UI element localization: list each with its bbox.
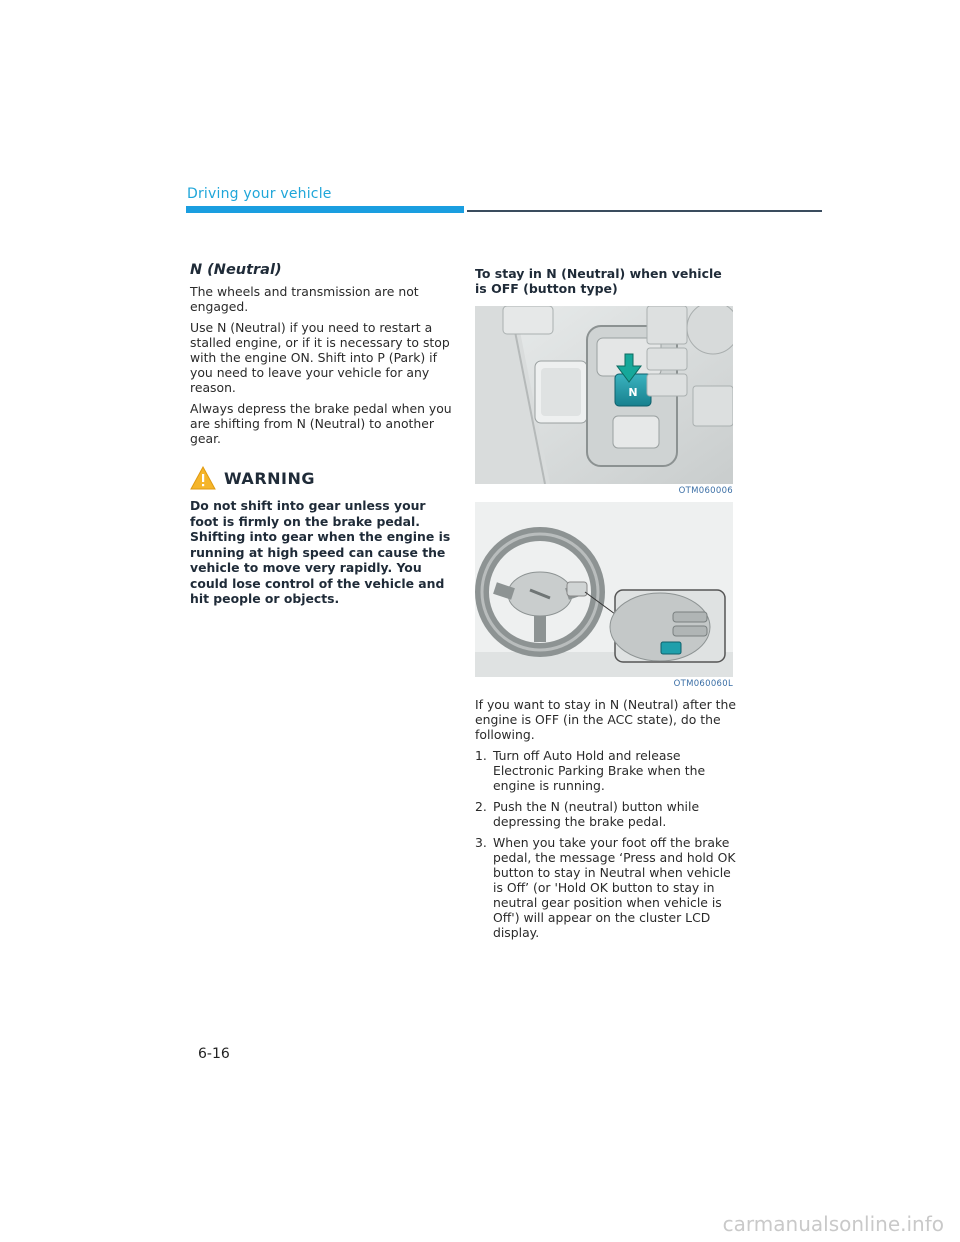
- steering-wheel-figure: [475, 502, 733, 677]
- section-title: Driving your vehicle: [187, 186, 332, 202]
- figure-code: OTM060060L: [673, 679, 733, 689]
- list-item: [475, 748, 737, 793]
- list-item: [475, 835, 737, 940]
- svg-text:N: N: [628, 386, 638, 399]
- left-column: [190, 262, 452, 607]
- page-number: 6-16: [198, 1046, 230, 1062]
- figure-code: OTM060006: [678, 486, 733, 496]
- intro-paragraph: If you want to stay in N (Neutral) after the engine is OFF (in the ACC state), do the following.: [475, 697, 736, 742]
- shift-button-illustration: [475, 306, 733, 484]
- paragraph: Always depress the brake pedal when you are shifting from N (Neutral) to another gear.: [190, 401, 452, 446]
- neutral-heading: N (Neutral): [190, 262, 282, 278]
- steering-wheel-illustration: [475, 502, 733, 677]
- warning-text: Do not shift into gear unless your foot is firmly on the brake pedal. Shifting into gear when the engine is running at high speed can cause the vehicle to move very rapidly. You could lose control of the vehicle and hit people or objects.: [190, 498, 451, 606]
- watermark: carmanualsonline.info: [722, 1212, 944, 1236]
- warning-header: [190, 466, 452, 490]
- shift-button-figure: [475, 306, 733, 484]
- warning-title: WARNING: [224, 468, 315, 488]
- step-text: Turn off Auto Hold and release Electronic Parking Brake when the engine is running.: [493, 748, 706, 793]
- step-number: 3.: [475, 835, 487, 850]
- warning-triangle-icon: [190, 466, 216, 490]
- step-text: Push the N (neutral) button while depressing the brake pedal.: [493, 799, 700, 829]
- right-column: [475, 266, 737, 946]
- paragraph: Use N (Neutral) if you need to restart a stalled engine, or if it is necessary to stop with the engine ON. Shift into P (Park) if you need to leave your vehicle for any reason.: [190, 320, 450, 395]
- step-list: [475, 748, 737, 940]
- list-item: [475, 799, 737, 829]
- stay-neutral-heading: To stay in N (Neutral) when vehicle is OFF (button type): [475, 266, 722, 296]
- header-accent-bar: [186, 206, 464, 213]
- paragraph: The wheels and transmission are not engaged.: [190, 284, 419, 314]
- step-number: 1.: [475, 748, 487, 763]
- step-number: 2.: [475, 799, 487, 814]
- header-divider: [467, 210, 822, 212]
- step-text: When you take your foot off the brake pedal, the message ‘Press and hold OK button to stay in Neutral when vehicle is Off’ (or 'Hold OK button to stay in neutral gear position when vehicle is Off') will appear on the cluster LCD display.: [493, 835, 736, 940]
